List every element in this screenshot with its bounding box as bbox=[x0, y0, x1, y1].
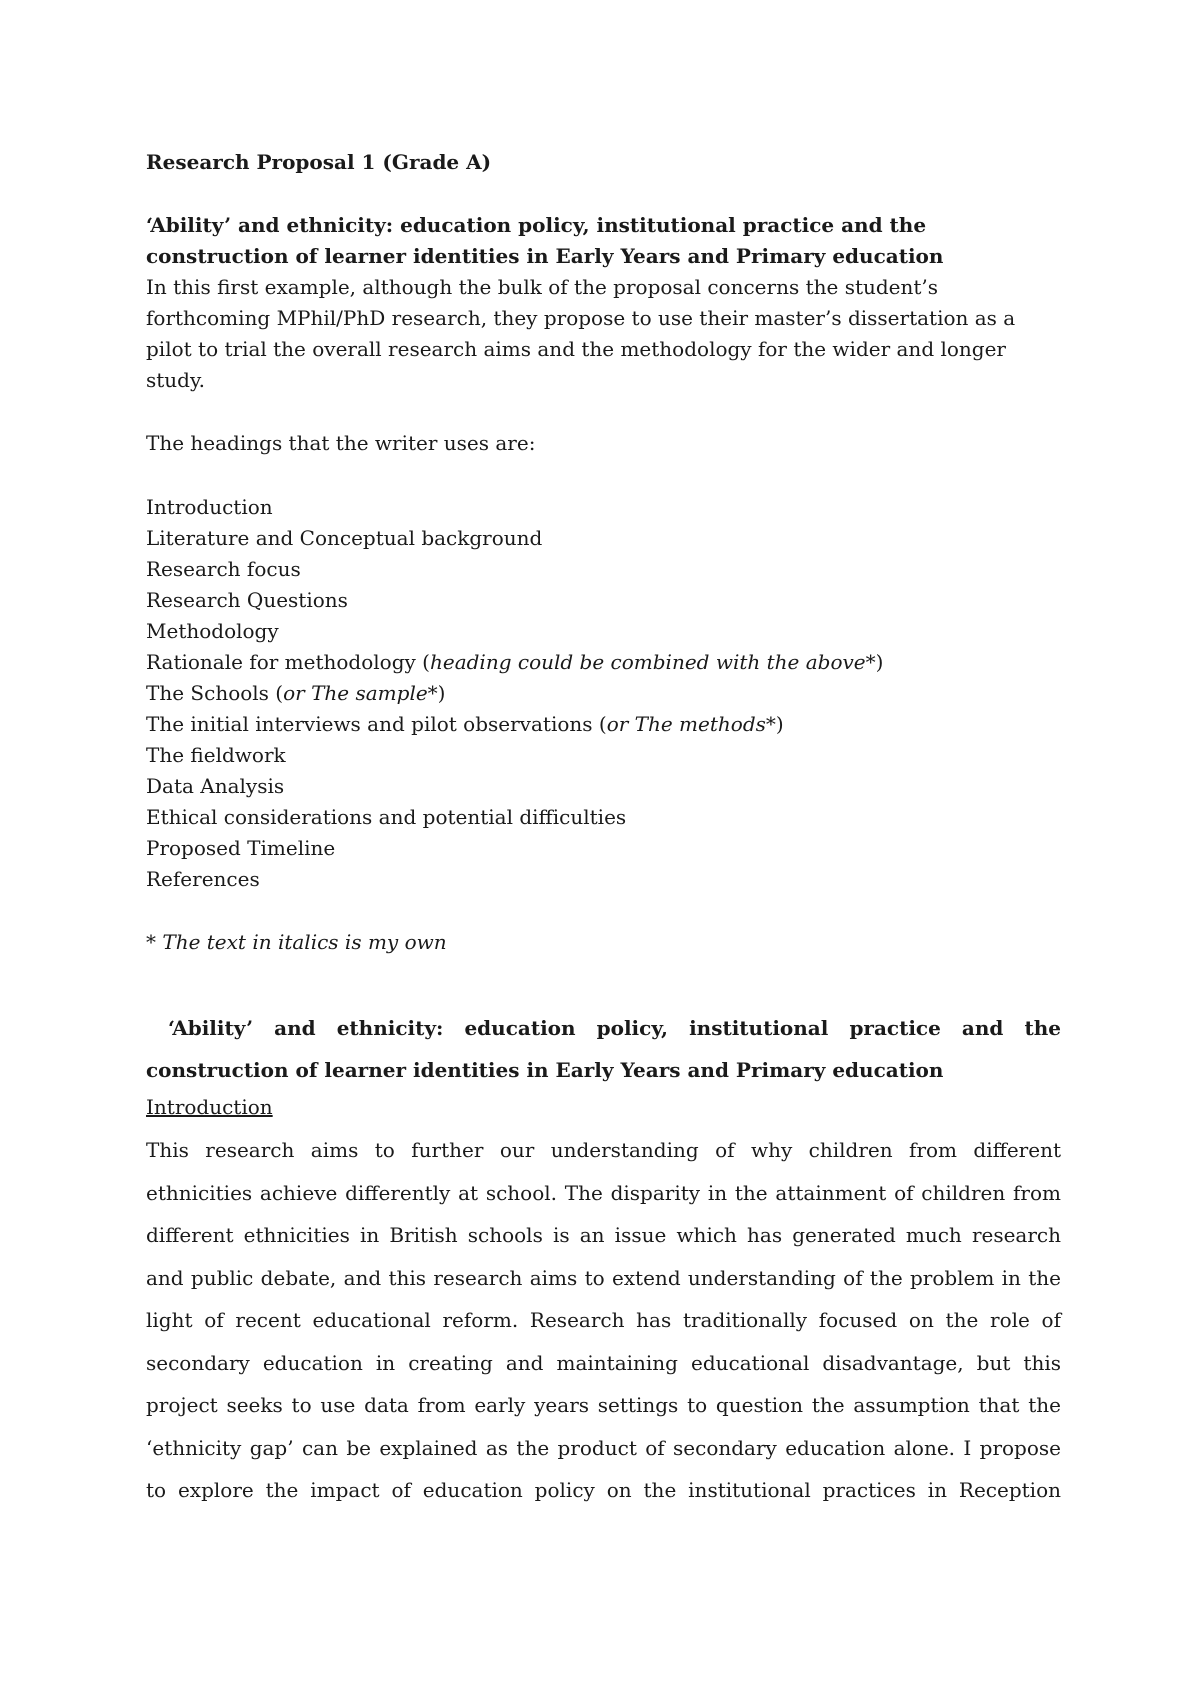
intro-line-2: forthcoming MPhil/PhD research, they propose to use their master’s dissertation as a bbox=[146, 306, 1016, 330]
body-line: ‘ethnicity gap’ can be explained as the product of secondary education alone. I propose bbox=[146, 1435, 1061, 1460]
heading-item: Research Questions bbox=[146, 588, 348, 612]
body-paragraph bbox=[146, 1129, 1061, 1512]
intro-line-1: In this first example, although the bulk of the proposal concerns the student’s bbox=[146, 275, 939, 299]
section-heading: Introduction bbox=[146, 1095, 273, 1119]
intro-line-3: pilot to trial the overall research aims and the methodology for the wider and longer bbox=[146, 337, 1006, 361]
intro-line-4: study. bbox=[146, 368, 205, 392]
heading-item-note: or The sample* bbox=[283, 681, 438, 705]
heading-item bbox=[146, 646, 883, 679]
body-line: to explore the impact of education policy on the institutional practices in Reception bbox=[146, 1478, 1061, 1502]
body-line: different ethnicities in British schools is an issue which has generated much research bbox=[146, 1223, 1061, 1247]
proposal-heading-block bbox=[146, 1007, 1061, 1091]
heading-item-close: ) bbox=[875, 650, 884, 674]
proposal-heading-line-2: construction of learner identities in Early Years and Primary education bbox=[146, 1058, 944, 1082]
heading-item: Ethical considerations and potential difficulties bbox=[146, 805, 627, 829]
heading-item-text: Rationale for methodology ( bbox=[146, 650, 430, 674]
body-line: and public debate, and this research aims to extend understanding of the problem in the bbox=[146, 1265, 1061, 1290]
heading-item-text: The Schools ( bbox=[146, 681, 284, 705]
body-line: secondary education in creating and maintaining educational disadvantage, but this bbox=[146, 1350, 1061, 1375]
heading-item: References bbox=[146, 867, 260, 891]
heading-item-note: heading could be combined with the above* bbox=[429, 650, 876, 674]
heading-item: Research focus bbox=[146, 557, 301, 581]
proposal-title-line-1: ‘Ability’ and ethnicity: education policy, institutional practice and the bbox=[146, 213, 927, 237]
heading-item: Proposed Timeline bbox=[146, 836, 336, 860]
body-line: This research aims to further our understanding of why children from different bbox=[146, 1138, 1061, 1162]
heading-item-text: The initial interviews and pilot observations ( bbox=[146, 712, 607, 736]
heading-item-close: ) bbox=[775, 712, 784, 736]
heading-item: Data Analysis bbox=[146, 774, 285, 798]
heading-item: Introduction bbox=[146, 495, 273, 519]
heading-item-note: or The methods* bbox=[606, 712, 776, 736]
proposal-heading-line-1: ‘Ability’ and ethnicity: education policy, institutional practice and the bbox=[168, 1016, 1061, 1040]
heading-item bbox=[146, 677, 445, 710]
body-line: project seeks to use data from early years settings to question the assumption that the bbox=[146, 1393, 1061, 1417]
document-title: Research Proposal 1 (Grade A) bbox=[146, 150, 492, 174]
heading-item: Literature and Conceptual background bbox=[146, 526, 543, 550]
heading-item-close: ) bbox=[437, 681, 446, 705]
body-line: light of recent educational reform. Research has traditionally focused on the role of bbox=[146, 1308, 1061, 1332]
heading-item bbox=[146, 708, 784, 741]
proposal-title-line-2: construction of learner identities in Early Years and Primary education bbox=[146, 244, 944, 268]
headings-intro: The headings that the writer uses are: bbox=[146, 431, 536, 455]
footnote: * The text in italics is my own bbox=[146, 930, 447, 954]
heading-item: The fieldwork bbox=[146, 743, 286, 767]
heading-item: Methodology bbox=[146, 619, 279, 643]
body-line: ethnicities achieve differently at school. The disparity in the attainment of children from bbox=[146, 1180, 1061, 1205]
